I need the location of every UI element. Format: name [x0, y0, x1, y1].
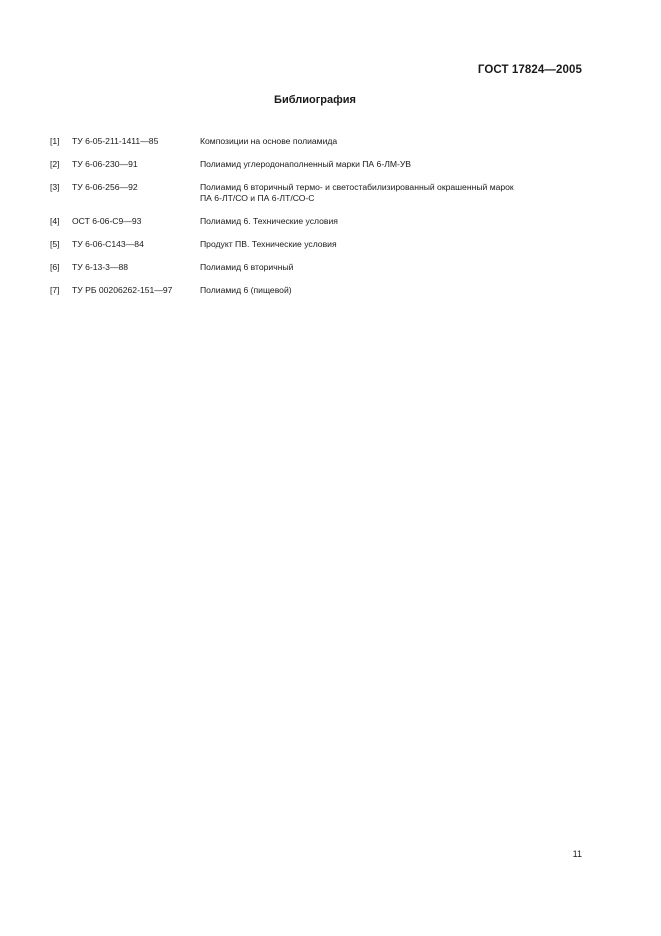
entry-title-line: Полиамид 6 (пищевой) — [200, 285, 292, 295]
entry-title — [200, 285, 590, 296]
entry-number: [7] — [50, 285, 60, 295]
bibliography-entry — [50, 285, 590, 296]
bibliography-entry — [50, 182, 590, 204]
entry-document-code: ТУ РБ 00206262-151—97 — [72, 285, 173, 295]
section-title: Библиография — [274, 94, 356, 106]
page-number: 11 — [572, 849, 582, 859]
entry-title-line: Полиамид 6. Технические условия — [200, 216, 338, 226]
entry-title — [200, 239, 590, 250]
entry-title-line: Композиции на основе полиамида — [200, 136, 338, 146]
entry-number: [6] — [50, 262, 60, 272]
entry-document-code: ТУ 6-06-256—92 — [72, 182, 138, 192]
entry-title-line: Продукт ПВ. Технические условия — [200, 239, 337, 249]
bibliography-entry — [50, 159, 590, 170]
entry-title-line: Полиамид 6 вторичный термо- и светостабилизированный окрашенный марок — [200, 182, 514, 192]
entry-document-code: ОСТ 6-06-С9—93 — [72, 216, 142, 226]
entry-title — [200, 182, 590, 204]
entry-number: [3] — [50, 182, 60, 192]
entry-number: [5] — [50, 239, 60, 249]
bibliography-entry — [50, 216, 590, 227]
entry-title — [200, 136, 590, 147]
bibliography-entry — [50, 262, 590, 273]
entry-number: [1] — [50, 136, 60, 146]
entry-title-line: Полиамид 6 вторичный — [200, 262, 294, 272]
bibliography-entry — [50, 239, 590, 250]
entry-title — [200, 216, 590, 227]
entry-number: [2] — [50, 159, 60, 169]
entry-document-code: ТУ 6-06-230—91 — [72, 159, 138, 169]
entry-number: [4] — [50, 216, 60, 226]
entry-title-line: ПА 6-ЛТ/СО и ПА 6-ЛТ/СО-С — [200, 193, 315, 203]
entry-title — [200, 159, 590, 170]
bibliography-entry — [50, 136, 590, 147]
standard-designation: ГОСТ 17824—2005 — [477, 64, 582, 76]
entry-title-line: Полиамид углеродонаполненный марки ПА 6-ЛМ-УВ — [200, 159, 412, 169]
entry-title — [200, 262, 590, 273]
entry-document-code: ТУ 6-13-3—88 — [72, 262, 129, 272]
bibliography-list — [50, 136, 590, 308]
entry-document-code: ТУ 6-05-211-1411—85 — [72, 136, 159, 146]
entry-document-code: ТУ 6-06-С143—84 — [72, 239, 144, 249]
